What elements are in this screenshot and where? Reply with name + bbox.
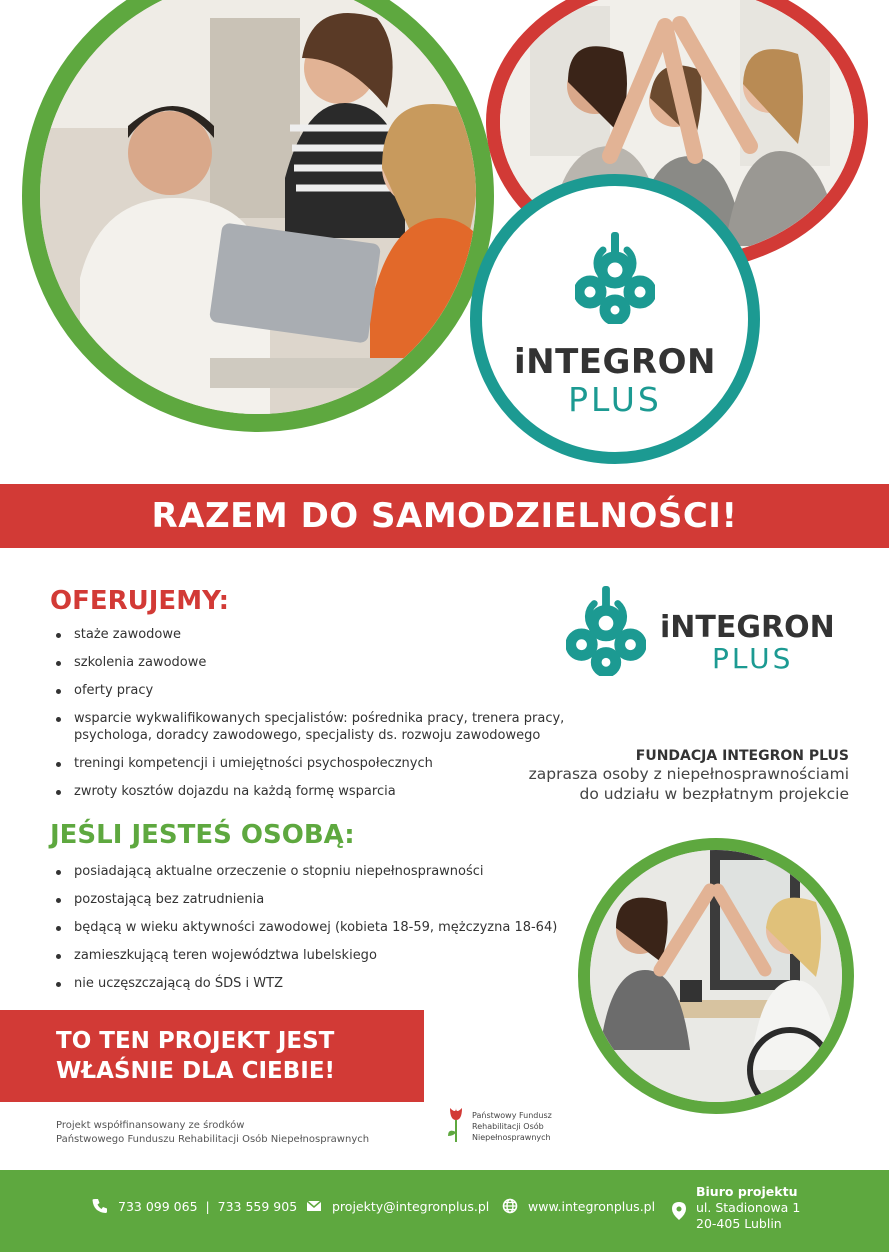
cta-line: TO TEN PROJEKT JEST: [56, 1028, 335, 1054]
office-city: 20-405 Lublin: [696, 1216, 782, 1231]
pfron-tulip-icon: [446, 1104, 466, 1144]
list-item: zwroty kosztów dojazdu na każdą formę wsparcia: [52, 783, 592, 800]
logo-plus: PLUS: [712, 642, 794, 675]
list-item: oferty pracy: [52, 682, 592, 699]
power-logo-icon: [566, 584, 646, 676]
invitation-org: FUNDACJA INTEGRON PLUS: [635, 748, 849, 764]
footer-website[interactable]: [502, 1198, 655, 1214]
offer-title: OFERUJEMY:: [50, 586, 230, 616]
list-item: będącą w wieku aktywności zawodowej (kobieta 18-59, mężczyzna 18-64): [52, 919, 572, 936]
list-item: szkolenia zawodowe: [52, 654, 592, 671]
logo-wordmark: iNTEGRON: [660, 610, 835, 645]
pfron-line: Rehabilitacji Osób: [472, 1122, 544, 1131]
cta-box: [0, 1010, 424, 1102]
hero-photo-team: [22, 0, 494, 432]
email-link[interactable]: projekty@integronplus.pl: [332, 1198, 490, 1214]
invitation: [449, 748, 849, 804]
phone-icon: [92, 1198, 108, 1214]
mail-icon: [306, 1198, 322, 1214]
logo-wordmark: iNTEGRON: [514, 342, 716, 382]
eligibility-title: JEŚLI JESTEŚ OSOBĄ:: [50, 820, 355, 850]
globe-icon: [502, 1198, 518, 1214]
footer-office: [672, 1184, 800, 1232]
invitation-line: do udziału w bezpłatnym projekcie: [579, 785, 849, 803]
list-item: wsparcie wykwalifikowanych specjalistów: pośrednika pracy, trenera pracy, psychologa, doradcy zawodowego, specjalisty ds. rozwoju zawodowego: [52, 710, 592, 744]
logo-horizontal: [566, 584, 856, 676]
list-item: nie uczęszczającą do ŚDS i WTZ: [52, 975, 572, 992]
logo-circle: [470, 174, 760, 464]
location-pin-icon: [672, 1202, 686, 1220]
headline: RAZEM DO SAMODZIELNOŚCI!: [151, 496, 738, 536]
footer-phones[interactable]: [92, 1198, 297, 1214]
invitation-line: zaprasza osoby z niepełnosprawnościami: [528, 765, 849, 783]
office-street: ul. Stadionowa 1: [696, 1200, 801, 1215]
pfron-line: Państwowy Fundusz: [472, 1111, 552, 1120]
cofunding-line: Projekt współfinansowany ze środków: [56, 1120, 245, 1131]
logo-plus: PLUS: [568, 380, 662, 419]
list-item: staże zawodowe: [52, 626, 592, 643]
list-item: pozostającą bez zatrudnienia: [52, 891, 572, 908]
footer-email[interactable]: [306, 1198, 489, 1214]
eligibility-list: [52, 863, 572, 1003]
cofunding-line: Państwowego Funduszu Rehabilitacji Osób Niepełnosprawnych: [56, 1134, 370, 1145]
website-link[interactable]: www.integronplus.pl: [528, 1198, 656, 1214]
cta-line: WŁAŚNIE DLA CIEBIE!: [56, 1058, 336, 1084]
photo-wheelchair-highfive: [578, 838, 854, 1114]
list-item: treningi kompetencji i umiejętności psychospołecznych: [52, 755, 592, 772]
list-item: posiadającą aktualne orzeczenie o stopniu niepełnosprawności: [52, 863, 572, 880]
power-logo-icon: [575, 230, 655, 324]
list-item: zamieszkującą teren województwa lubelskiego: [52, 947, 572, 964]
pfron-line: Niepełnosprawnych: [472, 1133, 551, 1142]
pfron-logo: [446, 1104, 576, 1150]
headline-banner: [0, 484, 889, 548]
cofunding-note: [56, 1119, 369, 1147]
office-title: Biuro projektu: [696, 1184, 798, 1199]
phone-numbers[interactable]: 733 099 065 | 733 559 905: [118, 1198, 298, 1214]
